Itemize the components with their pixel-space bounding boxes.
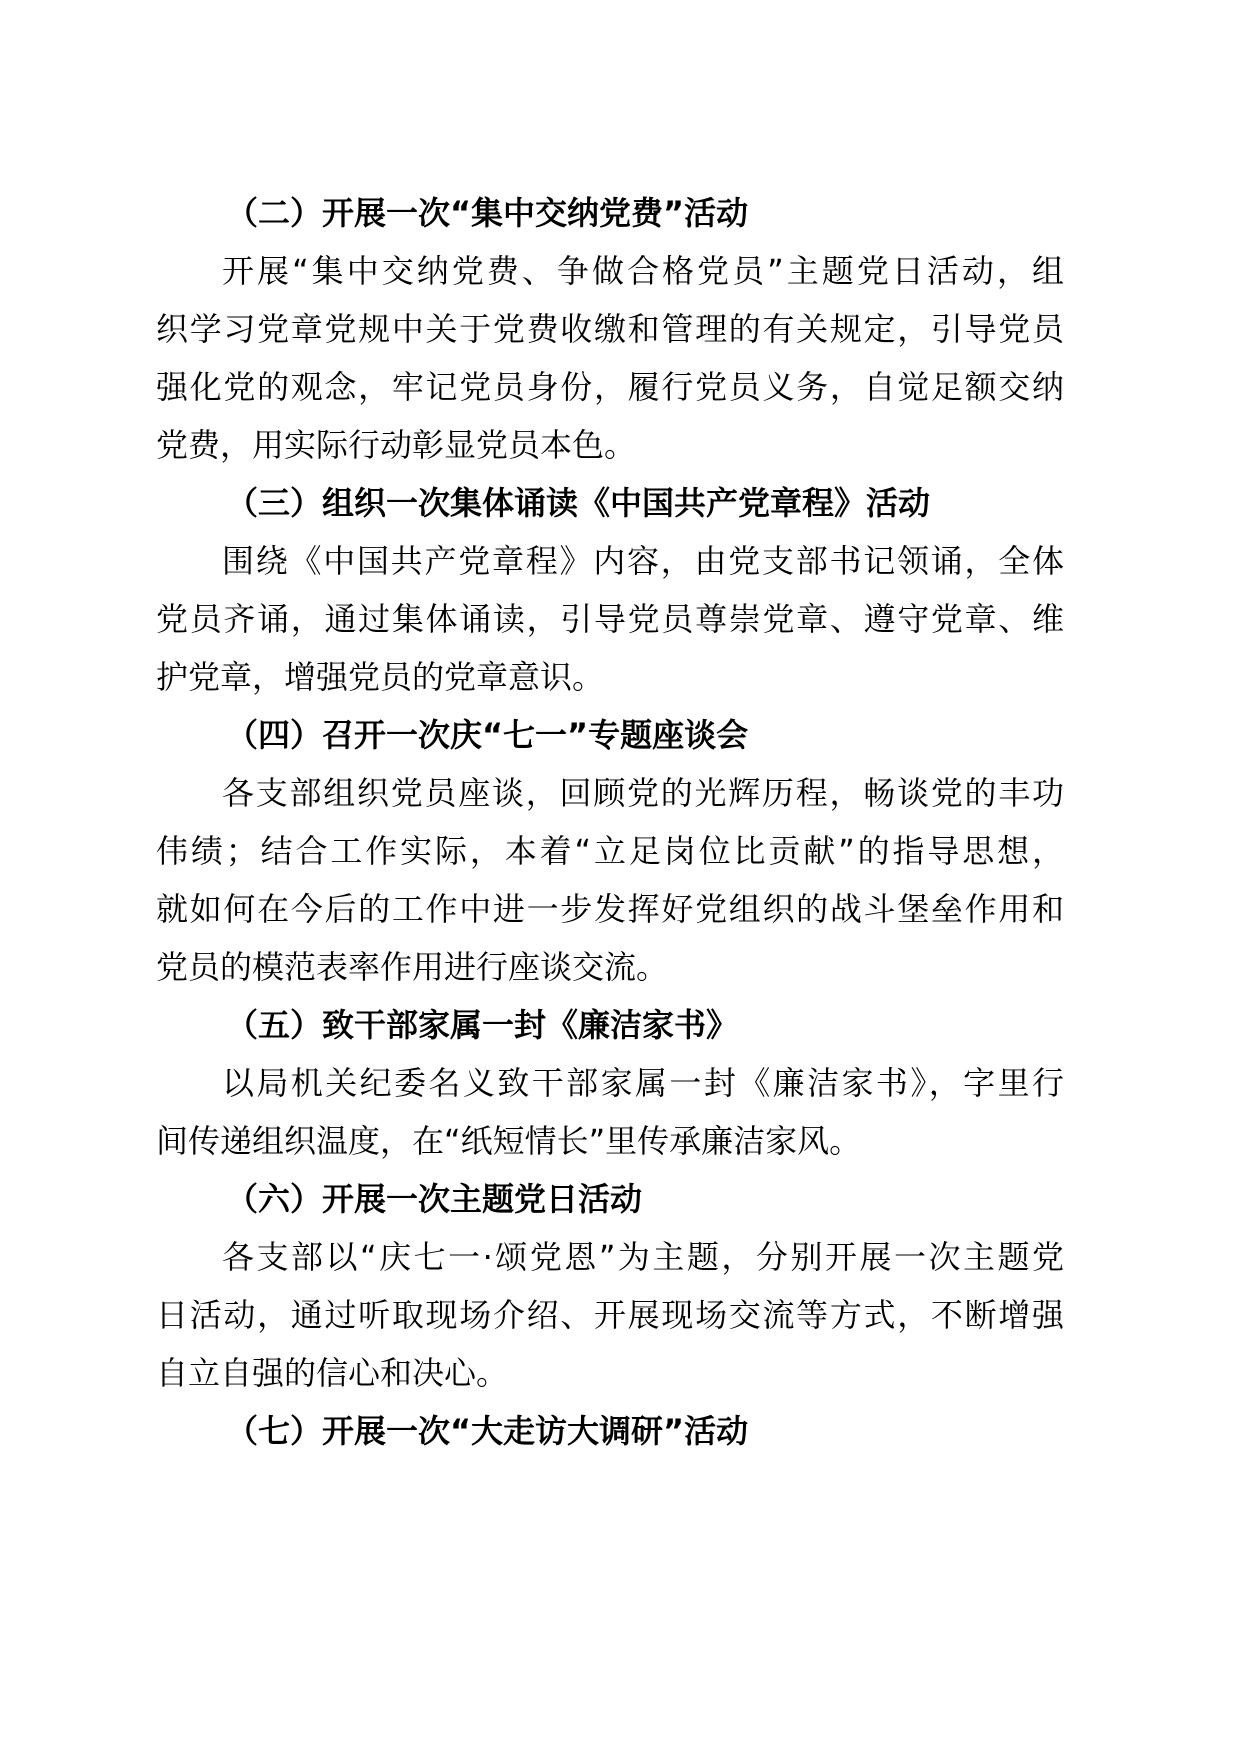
section-body-6 (156, 1228, 1064, 1402)
body-line: 护党章，增强党员的党章意识。 (156, 658, 605, 696)
section-heading-6: （六）开展一次主题党日活动 (226, 1180, 643, 1218)
body-line: 开展“集中交纳党费、争做合格党员”主题党日活动，组 (222, 252, 1064, 290)
section-body-4 (156, 764, 1064, 996)
body-line: 各支部组织党员座谈，回顾党的光辉历程，畅谈党的丰功 (222, 774, 1064, 812)
section-body-3 (156, 532, 1064, 706)
body-line: 党员齐诵，通过集体诵读，引导党员尊崇党章、遵守党章、维 (156, 600, 1064, 638)
body-line: 围绕《中国共产党章程》内容，由党支部书记领诵，全体 (222, 542, 1064, 580)
body-line: 以局机关纪委名义致干部家属一封《廉洁家书》，字里行 (222, 1064, 1064, 1102)
section-heading-4: （四）召开一次庆“七一”专题座谈会 (226, 716, 749, 754)
section-heading-2: （二）开展一次“集中交纳党费”活动 (226, 194, 749, 232)
body-line: 强化党的观念，牢记党员身份，履行党员义务，自觉足额交纳 (156, 368, 1064, 406)
body-line: 就如何在今后的工作中进一步发挥好党组织的战斗堡垒作用和 (156, 890, 1064, 928)
section-heading-5: （五）致干部家属一封《廉洁家书》 (226, 1006, 739, 1044)
section-body-5 (156, 1054, 1064, 1170)
body-line: 自立自强的信心和决心。 (156, 1354, 509, 1392)
body-line: 各支部以“庆七一·颂党恩”为主题，分别开展一次主题党 (222, 1238, 1064, 1276)
section-heading-7: （七）开展一次“大走访大调研”活动 (226, 1412, 749, 1450)
body-line: 党费，用实际行动彰显党员本色。 (156, 426, 637, 464)
body-line: 日活动，通过听取现场介绍、开展现场交流等方式，不断增强 (156, 1296, 1064, 1334)
body-line: 伟绩；结合工作实际，本着“立足岗位比贡献”的指导思想， (156, 832, 1064, 870)
body-line: 间传递组织温度，在“纸短情长”里传承廉洁家风。 (156, 1122, 862, 1160)
body-line: 党员的模范表率作用进行座谈交流。 (156, 948, 669, 986)
section-heading-3: （三）组织一次集体诵读《中国共产党章程》活动 (226, 484, 931, 522)
body-line: 织学习党章党规中关于党费收缴和管理的有关规定，引导党员 (156, 310, 1064, 348)
section-body-2 (156, 242, 1064, 474)
